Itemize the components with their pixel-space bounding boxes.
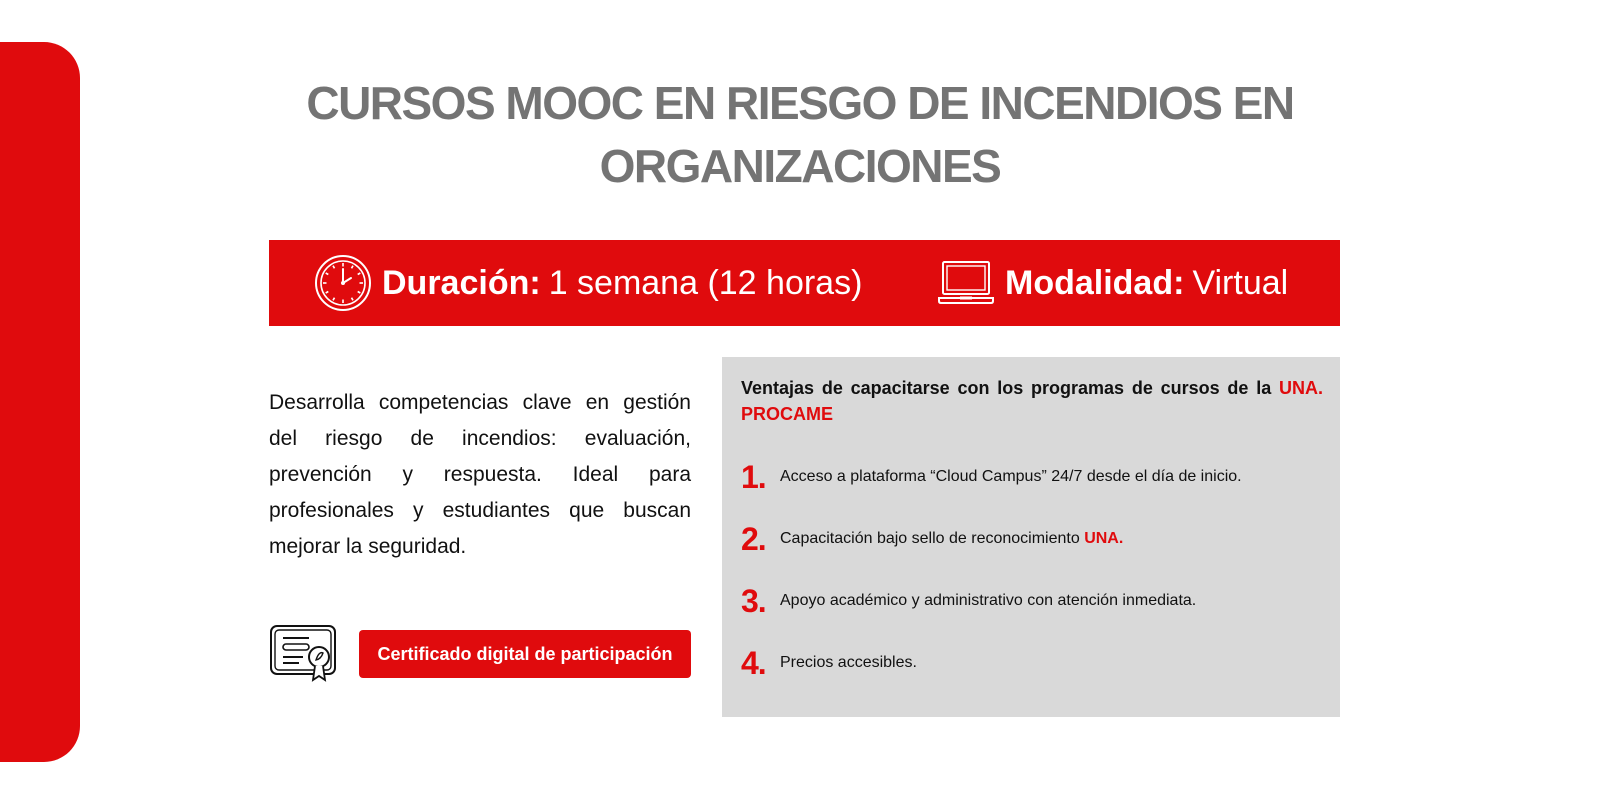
certificate-icon: [269, 624, 337, 684]
benefit-text: Acceso a plataforma “Cloud Campus” 24/7 desde el día de inicio.: [780, 468, 1242, 485]
list-item: [741, 519, 1123, 559]
list-item: [741, 581, 1196, 621]
course-info-band: [269, 240, 1340, 326]
page-title: CURSOS MOOC EN RIESGO DE INCENDIOS EN ORGANIZACIONES: [306, 77, 1294, 192]
benefits-heading-accent: UNA. PROCAME: [741, 378, 1323, 424]
decorative-side-bar: [0, 42, 80, 762]
modality-label: Modalidad:: [1005, 263, 1185, 302]
benefit-number: 1.: [741, 458, 766, 495]
benefits-heading: Ventajas de capacitarse con los programas de cursos de la UNA. PROCAME: [741, 378, 1323, 424]
duration-info: [314, 240, 862, 326]
duration-label: Duración:: [382, 263, 541, 302]
duration-value: 1 semana (12 horas): [548, 263, 863, 302]
laptop-icon: [937, 260, 995, 306]
benefit-text: Capacitación bajo sello de reconocimiento UNA.: [780, 530, 1124, 547]
clock-icon: [314, 254, 372, 312]
benefit-number: 4.: [741, 644, 766, 681]
certificate-button[interactable]: Certificado digital de participación: [359, 630, 691, 678]
benefit-number: 2.: [741, 520, 766, 557]
modality-info: [937, 240, 1288, 326]
benefits-panel: [722, 357, 1340, 717]
benefit-accent: UNA.: [1084, 530, 1124, 547]
benefit-text: Precios accesibles.: [780, 654, 917, 671]
benefit-number: 3.: [741, 582, 766, 619]
list-item: [741, 457, 1242, 497]
course-description: Desarrolla competencias clave en gestión del riesgo de incendios: evaluación, prevención y respuesta. Ideal para profesionales y estudiantes que buscan mejorar la seguridad.: [269, 391, 691, 558]
modality-value: Virtual: [1192, 263, 1289, 302]
benefit-text: Apoyo académico y administrativo con atención inmediata.: [780, 592, 1197, 609]
list-item: [741, 643, 917, 683]
